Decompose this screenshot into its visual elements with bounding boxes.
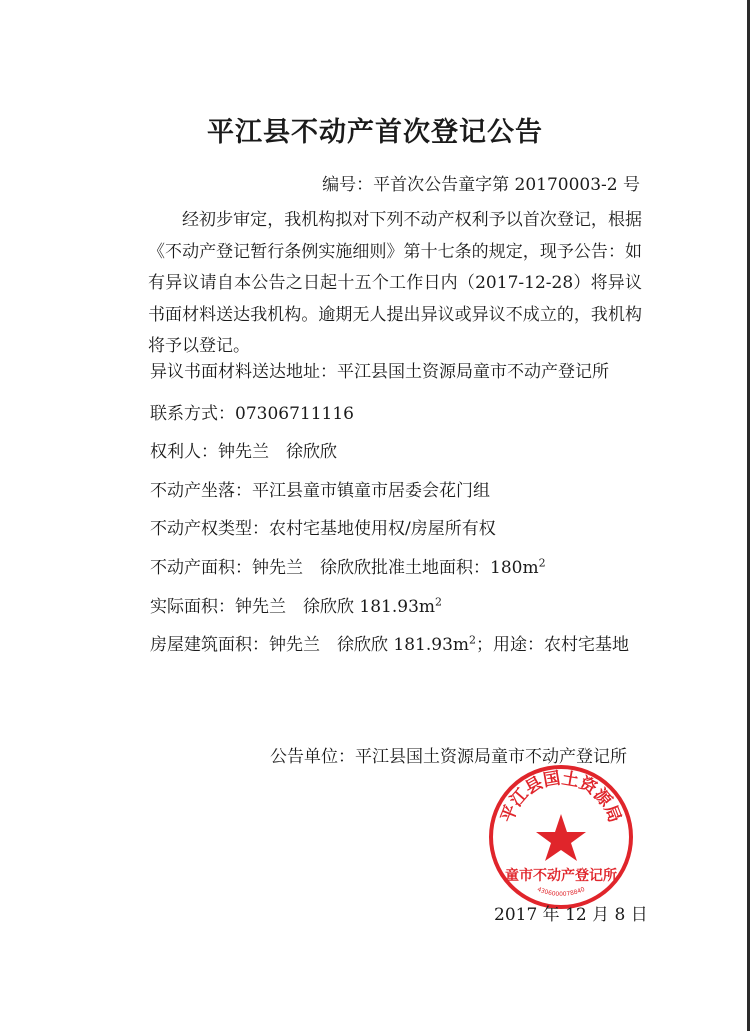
objection-address-row <box>150 357 609 382</box>
right-type-label: 不动产权类型： <box>150 519 269 539</box>
right-type-row <box>150 514 496 539</box>
issuer-label: 公告单位： <box>270 747 355 767</box>
area-label: 不动产面积： <box>150 558 252 578</box>
building-area-text: 钟先兰 徐欣欣 <box>269 635 394 655</box>
notice-body: 经初步审定，我机构拟对下列不动产权利予以首次登记，根据《不动产登记暂行条例实施细则》第十七条的规定，现予公告：如有异议请自本公告之日起十五个工作日内（2017-12-28）将异议书面材料送达我机构。逾期无人提出异议或异议不成立的，我机构将予以登记。 <box>148 210 642 356</box>
actual-area-value: 181.93m <box>359 597 436 617</box>
building-area-value: 181.93m <box>393 635 470 655</box>
location: 平江县童市镇童市居委会花门组 <box>252 481 490 501</box>
seal-serial: 4306000078840 <box>536 885 586 898</box>
usage-label: ；用途： <box>476 635 545 655</box>
notice-title: 平江县不动产首次登记公告 <box>207 117 543 148</box>
seal-inner-text: 童市不动产登记所 <box>505 868 617 884</box>
right-holder-label: 权利人： <box>150 442 218 462</box>
contact-phone: 07306711116 <box>235 404 354 424</box>
usage: 农村宅基地 <box>544 635 630 655</box>
area-row <box>150 553 546 578</box>
building-area-row <box>150 630 629 655</box>
actual-area-label: 实际面积： <box>150 597 235 617</box>
area-value: 180m <box>490 558 539 578</box>
right-type: 农村宅基地使用权/房屋所有权 <box>269 519 496 539</box>
contact-row <box>150 399 354 424</box>
official-seal <box>486 762 636 912</box>
area-unit-superscript: 2 <box>538 556 546 570</box>
location-label: 不动产坐落： <box>150 481 252 501</box>
location-row <box>150 476 490 501</box>
document-number: 编号：平首次公告童字第 20170003-2 号 <box>322 175 640 195</box>
contact-label: 联系方式： <box>150 404 235 424</box>
actual-area-text: 钟先兰 徐欣欣 <box>235 597 360 617</box>
seal-star-icon <box>536 814 586 861</box>
actual-area-row <box>150 592 442 617</box>
issuer: 平江县国土资源局童市不动产登记所 <box>355 747 627 767</box>
right-holder: 钟先兰 徐欣欣 <box>218 442 337 462</box>
seal-outer-text: 平江县国土资源局 <box>497 768 625 826</box>
objection-address: 平江县国土资源局童市不动产登记所 <box>337 362 609 382</box>
area-text: 钟先兰 徐欣欣批准土地面积： <box>252 558 490 578</box>
building-area-unit-superscript: 2 <box>469 633 477 647</box>
right-holder-row <box>150 437 337 462</box>
actual-area-unit-superscript: 2 <box>435 595 443 609</box>
notice-date: 2017 年 12 月 8 日 <box>494 905 648 925</box>
building-area-label: 房屋建筑面积： <box>150 635 269 655</box>
objection-address-label: 异议书面材料送达地址： <box>150 362 337 382</box>
